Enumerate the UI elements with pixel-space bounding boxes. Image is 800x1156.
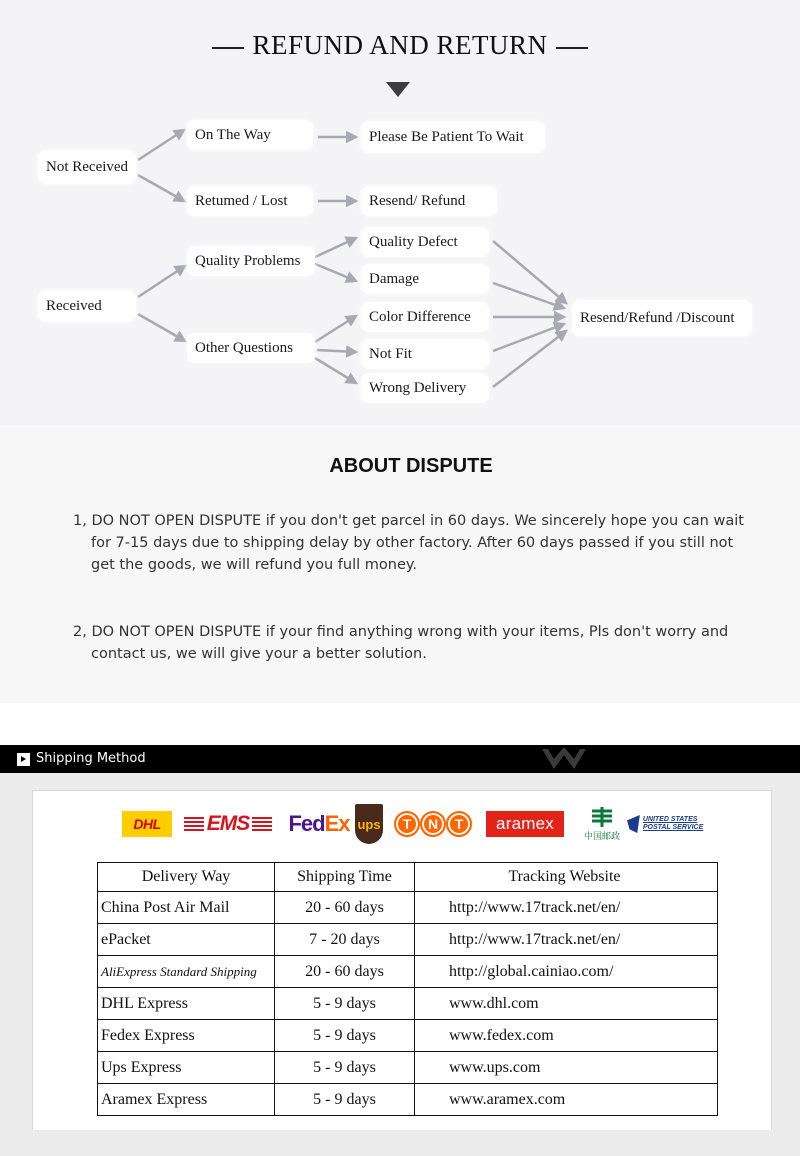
cell-delivery-way: AliExpress Standard Shipping	[98, 956, 275, 988]
node-not-received: Not Received	[38, 150, 136, 184]
shipping-table	[97, 862, 718, 1116]
cell-tracking-website[interactable]: www.ups.com	[415, 1052, 718, 1084]
tnt-logo	[393, 810, 473, 838]
cell-delivery-way: DHL Express	[98, 988, 275, 1020]
refund-title-row	[0, 30, 800, 61]
arrow-quality-damage	[313, 263, 356, 281]
dispute-item-1-line-2: for 7-15 days due to shipping delay by other factory. After 60 days passed if you still not	[91, 535, 734, 551]
cell-shipping-time: 20 - 60 days	[275, 956, 415, 988]
cell-shipping-time: 20 - 60 days	[275, 892, 415, 924]
arrow-notreceived-returned	[138, 175, 184, 201]
node-returned-lost: Retumed / Lost	[187, 186, 313, 216]
play-arrow-icon	[17, 753, 30, 766]
cell-tracking-website[interactable]: www.dhl.com	[415, 988, 718, 1020]
cell-delivery-way: Fedex Express	[98, 1020, 275, 1052]
ems-logo: EMS	[184, 808, 272, 840]
node-please-be-patient: Please Be Patient To Wait	[361, 121, 545, 153]
cell-delivery-way: China Post Air Mail	[98, 892, 275, 924]
arrow-damage-final	[493, 283, 564, 308]
dispute-item-2-line-2: contact us, we will give your a better solution.	[91, 646, 427, 662]
cell-shipping-time: 5 - 9 days	[275, 988, 415, 1020]
dispute-section	[0, 425, 800, 703]
w-watermark-icon	[540, 747, 588, 771]
china-post-emblem-icon	[590, 805, 614, 829]
header-delivery-way: Delivery Way	[98, 863, 275, 892]
arrow-notreceived-ontheway	[138, 130, 184, 160]
table-row	[98, 1052, 718, 1084]
cell-tracking-website[interactable]: www.fedex.com	[415, 1020, 718, 1052]
fedex-logo	[286, 808, 352, 840]
dispute-item-1	[73, 510, 753, 576]
arrow-wrong-final	[493, 331, 566, 387]
cell-tracking-website[interactable]: http://www.17track.net/en/	[415, 924, 718, 956]
dispute-item-2-line-1: 2, DO NOT OPEN DISPUTE if your find anything wrong with your items, Pls don't worry and	[73, 624, 729, 640]
usps-eagle-icon	[627, 815, 640, 833]
node-color-difference: Color Difference	[361, 302, 489, 332]
arrow-other-notfit	[317, 350, 356, 352]
tnt-letter-2: N	[420, 811, 446, 837]
node-resend-refund-discount: Resend/Refund /Discount	[572, 300, 752, 336]
arrow-defect-final	[493, 241, 566, 303]
node-on-the-way: On The Way	[187, 120, 313, 150]
table-row	[98, 892, 718, 924]
arrow-other-color	[315, 316, 356, 342]
cell-tracking-website[interactable]: http://global.cainiao.com/	[415, 956, 718, 988]
node-not-fit: Not Fit	[361, 339, 489, 369]
china-post-text: 中国邮政	[583, 830, 620, 841]
cell-tracking-website[interactable]: http://www.17track.net/en/	[415, 892, 718, 924]
aramex-logo: aramex	[486, 811, 564, 837]
cell-shipping-time: 5 - 9 days	[275, 1020, 415, 1052]
usps-text: UNITED STATES POSTAL SERVICE	[642, 816, 704, 831]
title-dash-right	[556, 47, 588, 49]
shipping-method-label: Shipping Method	[36, 751, 146, 766]
cell-tracking-website[interactable]: www.aramex.com	[415, 1084, 718, 1116]
node-quality-problems: Quality Problems	[187, 246, 315, 276]
dispute-title: ABOUT DISPUTE	[329, 455, 493, 477]
usps-logo	[627, 810, 711, 838]
node-quality-defect: Quality Defect	[361, 227, 489, 257]
cell-delivery-way: Aramex Express	[98, 1084, 275, 1116]
shipping-method-bar	[0, 745, 800, 773]
ups-logo: ups	[355, 804, 383, 844]
cell-delivery-way: Ups Express	[98, 1052, 275, 1084]
tnt-letter-3: T	[446, 811, 472, 837]
cell-shipping-time: 5 - 9 days	[275, 1052, 415, 1084]
table-row	[98, 988, 718, 1020]
cell-shipping-time: 7 - 20 days	[275, 924, 415, 956]
dispute-item-1-line-1: 1, DO NOT OPEN DISPUTE if you don't get parcel in 60 days. We sincerely hope you can wait	[73, 513, 744, 529]
header-tracking-website: Tracking Website	[415, 863, 718, 892]
table-row	[98, 956, 718, 988]
refund-return-section	[0, 0, 800, 425]
arrow-received-quality	[138, 266, 185, 297]
table-row	[98, 1084, 718, 1116]
table-header-row	[98, 863, 718, 892]
title-dash-left	[212, 47, 244, 49]
node-damage: Damage	[361, 264, 489, 294]
arrow-quality-defect	[313, 238, 356, 258]
tnt-letter-1: T	[394, 811, 420, 837]
arrow-notfit-final	[493, 324, 564, 351]
table-row	[98, 1020, 718, 1052]
dhl-logo: DHL	[122, 811, 172, 837]
table-row	[98, 924, 718, 956]
dispute-item-2	[73, 621, 753, 665]
cell-delivery-way: ePacket	[98, 924, 275, 956]
fedex-ex-text: Ex	[324, 811, 350, 836]
node-other-questions: Other Questions	[187, 333, 315, 363]
node-wrong-delivery: Wrong Delivery	[361, 373, 489, 403]
china-post-logo	[582, 804, 622, 842]
node-resend-refund: Resend/ Refund	[361, 186, 497, 216]
arrow-other-wrong	[315, 358, 356, 383]
fedex-fed-text: Fed	[288, 811, 325, 836]
cell-shipping-time: 5 - 9 days	[275, 1084, 415, 1116]
node-received: Received	[38, 290, 136, 322]
down-triangle-icon	[386, 82, 410, 97]
header-shipping-time: Shipping Time	[275, 863, 415, 892]
arrow-received-other	[138, 314, 185, 341]
refund-title: REFUND AND RETURN	[252, 30, 548, 60]
dispute-item-1-line-3: get the goods, we will refund you full money.	[91, 557, 417, 573]
